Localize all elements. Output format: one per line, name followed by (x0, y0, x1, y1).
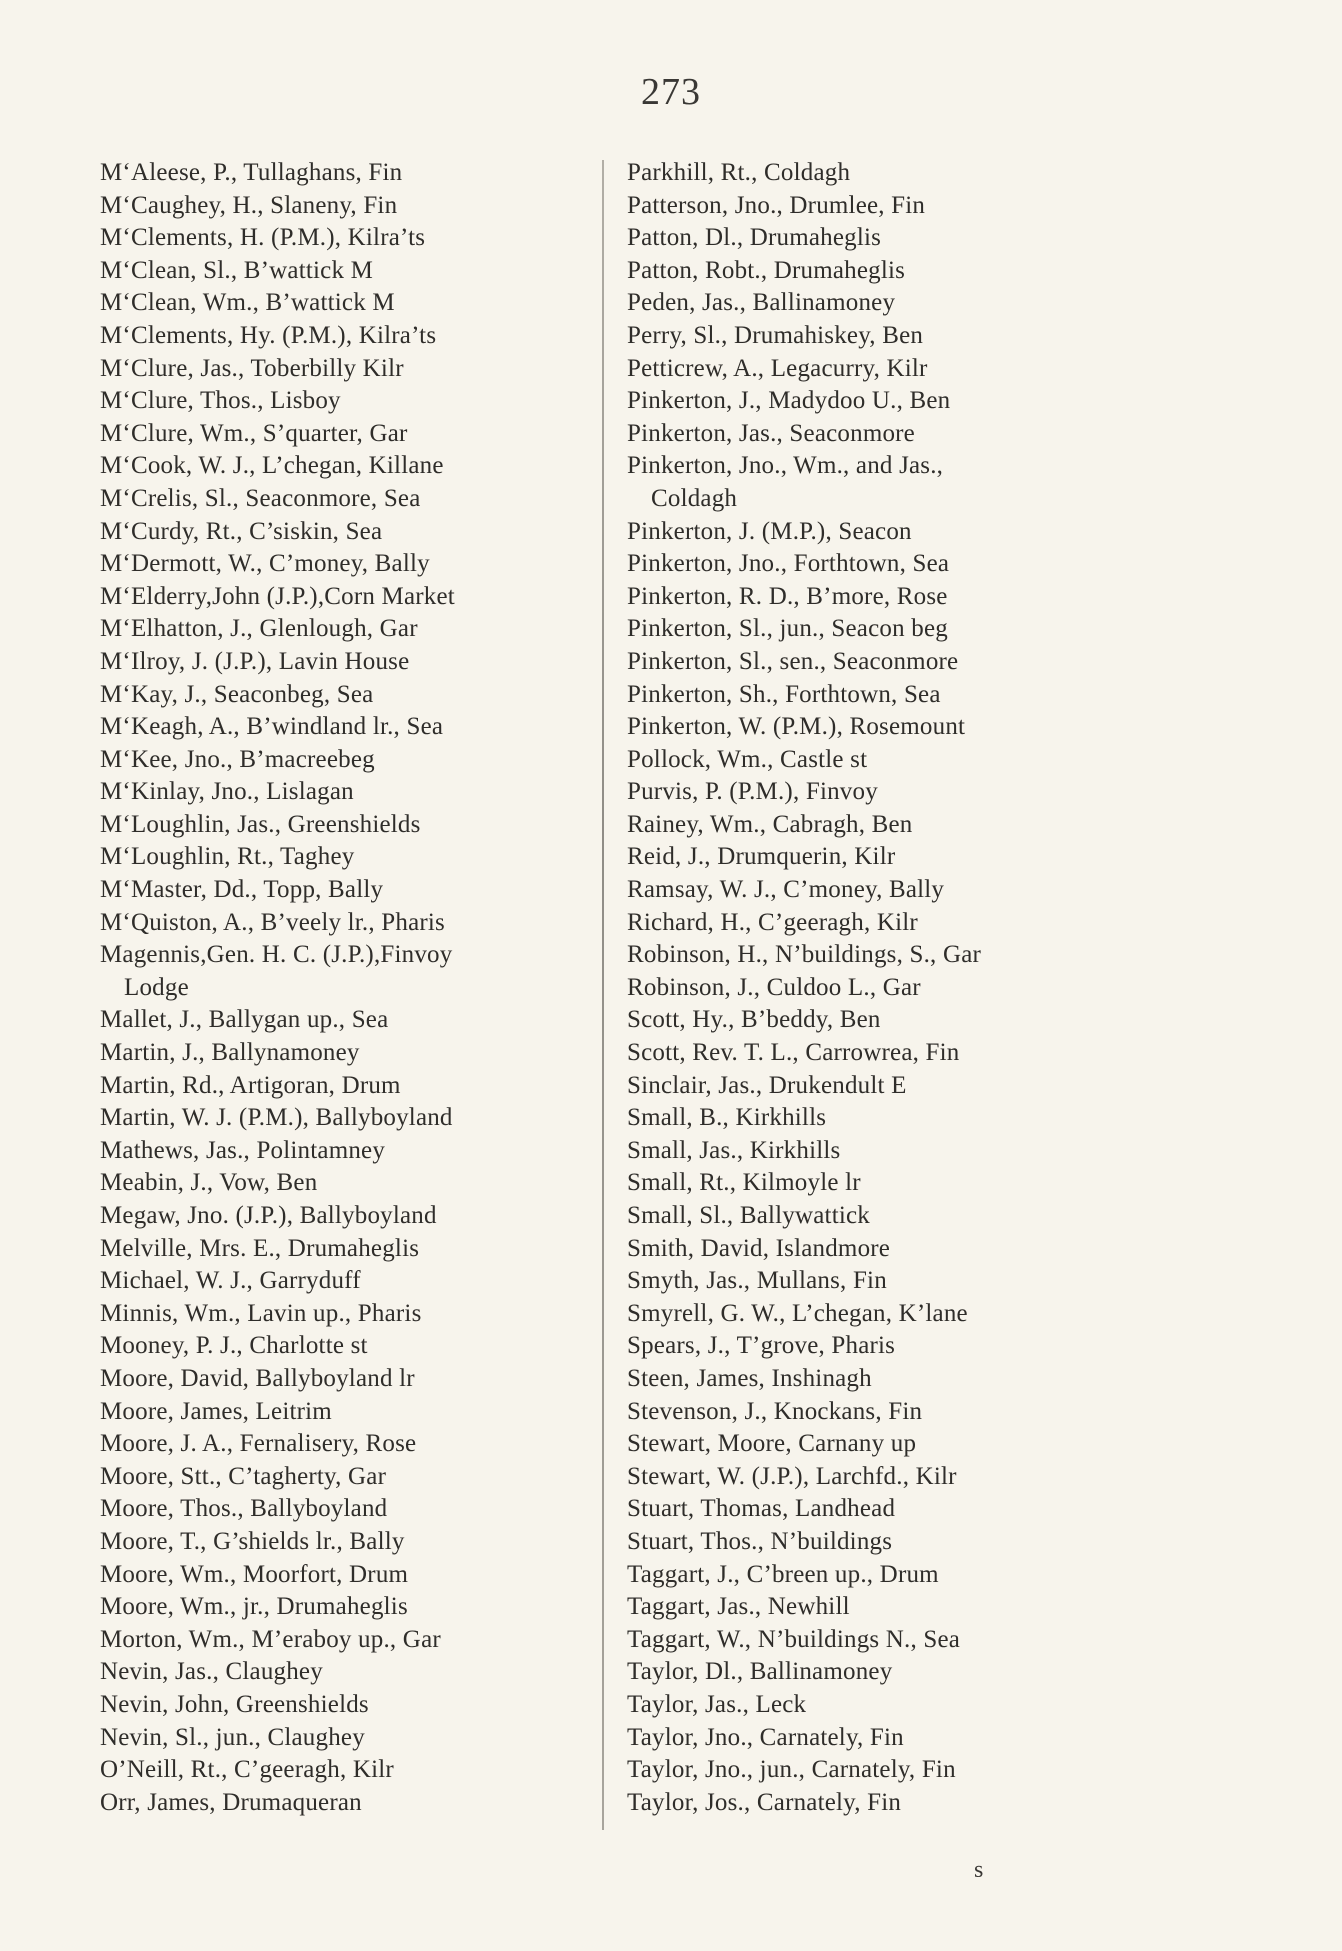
directory-entry: Reid, J., Drumquerin, Kilr (627, 843, 896, 871)
directory-entry: Robinson, H., N’buildings, S., Gar (627, 941, 982, 969)
directory-entry: Martin, J., Ballynamoney (100, 1039, 360, 1067)
directory-entry: Stevenson, J., Knockans, Fin (627, 1397, 923, 1425)
directory-entry: M‘Kee, Jno., B’macreebeg (100, 745, 375, 773)
directory-entry: Pinkerton, Sl., jun., Seacon beg (627, 615, 948, 643)
directory-entry: Michael, W. J., Garryduff (100, 1267, 361, 1295)
directory-entry: M‘Crelis, Sl., Seaconmore, Sea (100, 484, 421, 512)
directory-entry: Patton, Robt., Drumaheglis (627, 256, 906, 284)
column-divider (602, 160, 604, 1830)
directory-entry: Pinkerton, W. (P.M.), Rosemount (627, 713, 966, 741)
directory-entry: Patterson, Jno., Drumlee, Fin (627, 191, 926, 219)
directory-entry: M‘Aleese, P., Tullaghans, Fin (100, 159, 403, 186)
directory-entry: Stuart, Thomas, Landhead (627, 1495, 896, 1523)
directory-entry: Moore, Stt., C’tagherty, Gar (100, 1462, 387, 1490)
directory-entry: Martin, W. J. (P.M.), Ballyboyland (100, 1104, 453, 1132)
directory-entry: M‘Keagh, A., B’windland lr., Sea (100, 713, 444, 741)
directory-entry: M‘Elhatton, J., Glenlough, Gar (100, 615, 418, 643)
directory-entry: Pinkerton, Jno., Wm., and Jas., (627, 452, 944, 480)
directory-entry: Smith, David, Islandmore (627, 1234, 891, 1262)
directory-entry: Steen, James, Inshinagh (627, 1364, 872, 1392)
directory-entry: Taylor, Jas., Leck (627, 1690, 807, 1718)
directory-entry: Moore, James, Leitrim (100, 1397, 332, 1425)
directory-entry: Small, B., Kirkhills (627, 1104, 827, 1132)
directory-entry: Patton, Dl., Drumaheglis (627, 224, 882, 252)
directory-entry: M‘Curdy, Rt., C’siskin, Sea (100, 517, 383, 545)
directory-entry: Morton, Wm., M’eraboy up., Gar (100, 1625, 441, 1653)
directory-entry: Lodge (124, 973, 189, 1001)
directory-entry: Pinkerton, Jno., Forthtown, Sea (627, 550, 950, 578)
directory-entry: M‘Quiston, A., B’veely lr., Pharis (100, 908, 445, 936)
directory-entry: M‘Clean, Sl., B’wattick M (100, 256, 374, 284)
directory-entry: Petticrew, A., Legacurry, Kilr (627, 354, 928, 382)
directory-entry: Taylor, Dl., Ballinamoney (627, 1658, 893, 1686)
directory-entry: Moore, Thos., Ballyboyland (100, 1495, 388, 1523)
directory-entry: Pinkerton, J., Madydoo U., Ben (627, 387, 951, 415)
directory-entry: Richard, H., C’geeragh, Kilr (627, 908, 918, 936)
directory-entry: Moore, T., G’shields lr., Bally (100, 1527, 405, 1555)
directory-entry: Melville, Mrs. E., Drumaheglis (100, 1234, 420, 1262)
directory-entry: Nevin, Jas., Claughey (100, 1658, 323, 1686)
directory-entry: M‘Clean, Wm., B’wattick M (100, 289, 395, 317)
directory-entry: Small, Jas., Kirkhills (627, 1136, 841, 1164)
directory-entry: Taylor, Jno., Carnately, Fin (627, 1723, 904, 1751)
directory-entry: Small, Sl., Ballywattick (627, 1202, 870, 1229)
directory-entry: Sinclair, Jas., Drukendult E (627, 1071, 907, 1099)
directory-entry: Purvis, P. (P.M.), Finvoy (627, 778, 878, 806)
page-number: 273 (641, 71, 701, 113)
directory-entry: Meabin, J., Vow, Ben (100, 1169, 318, 1197)
directory-entry: Smyth, Jas., Mullans, Fin (627, 1267, 887, 1295)
directory-entry: Spears, J., T’grove, Pharis (627, 1332, 896, 1360)
directory-entry: Perry, Sl., Drumahiskey, Ben (627, 321, 924, 349)
left-column (100, 157, 600, 1819)
directory-entry: Pinkerton, R. D., B’more, Rose (627, 582, 948, 610)
directory-entry: Ramsay, W. J., C’money, Bally (627, 876, 945, 904)
right-column (627, 157, 1127, 1819)
directory-entry: Nevin, Sl., jun., Claughey (100, 1723, 365, 1751)
directory-entry: M‘Loughlin, Jas., Greenshields (100, 810, 421, 838)
directory-entry: O’Neill, Rt., C’geeragh, Kilr (100, 1756, 394, 1784)
directory-entry: M‘Clements, Hy. (P.M.), Kilra’ts (100, 321, 437, 349)
directory-entry: M‘Dermott, W., C’money, Bally (100, 550, 430, 578)
directory-entry: Taggart, J., C’breen up., Drum (627, 1560, 939, 1588)
directory-entry: Moore, Wm., Moorfort, Drum (100, 1560, 409, 1588)
directory-entry: Pinkerton, Sh., Forthtown, Sea (627, 680, 941, 708)
directory-entry: Pinkerton, Sl., sen., Seaconmore (627, 647, 959, 675)
directory-entry: Pollock, Wm., Castle st (627, 745, 868, 773)
directory-entry: Stuart, Thos., N’buildings (627, 1527, 893, 1555)
directory-entry: Scott, Rev. T. L., Carrowrea, Fin (627, 1039, 960, 1067)
directory-entry: Taylor, Jno., jun., Carnately, Fin (627, 1756, 956, 1784)
directory-entry: M‘Cook, W. J., L’chegan, Killane (100, 452, 444, 480)
directory-entry: Moore, David, Ballyboyland lr (100, 1364, 415, 1392)
directory-entry: Nevin, John, Greenshields (100, 1690, 369, 1718)
directory-entry: Scott, Hy., B’beddy, Ben (627, 1006, 881, 1034)
directory-entry: Magennis,Gen. H. C. (J.P.),Finvoy (100, 941, 453, 969)
directory-entry: Robinson, J., Culdoo L., Gar (627, 973, 921, 1001)
directory-entry: Rainey, Wm., Cabragh, Ben (627, 810, 913, 838)
directory-entry: Mathews, Jas., Polintamney (100, 1136, 386, 1164)
directory-entry: Smyrell, G. W., L’chegan, K’lane (627, 1299, 968, 1327)
directory-entry: Parkhill, Rt., Coldagh (627, 159, 851, 186)
directory-entry: Taylor, Jos., Carnately, Fin (627, 1788, 902, 1816)
directory-entry: Minnis, Wm., Lavin up., Pharis (100, 1299, 422, 1327)
directory-entry: Moore, Wm., jr., Drumaheglis (100, 1593, 408, 1621)
directory-entry: M‘Clure, Jas., Toberbilly Kilr (100, 354, 404, 382)
directory-entry: M‘Clure, Thos., Lisboy (100, 387, 341, 415)
directory-entry: M‘Loughlin, Rt., Taghey (100, 843, 355, 871)
directory-entry: M‘Clements, H. (P.M.), Kilra’ts (100, 224, 426, 252)
directory-entry: M‘Elderry,John (J.P.),Corn Market (100, 582, 455, 610)
directory-entry: Peden, Jas., Ballinamoney (627, 289, 896, 317)
directory-entry: Stewart, W. (J.P.), Larchfd., Kilr (627, 1462, 957, 1490)
directory-entry: Taggart, W., N’buildings N., Sea (627, 1625, 961, 1653)
directory-entry: Taggart, Jas., Newhill (627, 1593, 850, 1621)
directory-entry: M‘Master, Dd., Topp, Bally (100, 876, 384, 904)
directory-entry: Megaw, Jno. (J.P.), Ballyboyland (100, 1202, 437, 1229)
directory-entry: M‘Kay, J., Seaconbeg, Sea (100, 680, 374, 708)
directory-entry: Small, Rt., Kilmoyle lr (627, 1169, 861, 1197)
directory-entry: Moore, J. A., Fernalisery, Rose (100, 1430, 417, 1458)
directory-entry: Mallet, J., Ballygan up., Sea (100, 1006, 389, 1034)
directory-entry: Pinkerton, Jas., Seaconmore (627, 419, 915, 447)
directory-entry: Pinkerton, J. (M.P.), Seacon (627, 517, 912, 545)
directory-entry: M‘Kinlay, Jno., Lislagan (100, 778, 354, 806)
directory-entry: Coldagh (651, 484, 738, 512)
directory-entry: Stewart, Moore, Carnany up (627, 1430, 917, 1458)
directory-entry: M‘Clure, Wm., S’quarter, Gar (100, 419, 408, 447)
directory-entry: M‘Caughey, H., Slaneny, Fin (100, 191, 398, 219)
signature-mark: s (974, 1857, 984, 1883)
directory-entry: Orr, James, Drumaqueran (100, 1788, 362, 1816)
directory-entry: Mooney, P. J., Charlotte st (100, 1332, 368, 1360)
directory-entry: M‘Ilroy, J. (J.P.), Lavin House (100, 647, 410, 675)
directory-entry: Martin, Rd., Artigoran, Drum (100, 1071, 401, 1099)
